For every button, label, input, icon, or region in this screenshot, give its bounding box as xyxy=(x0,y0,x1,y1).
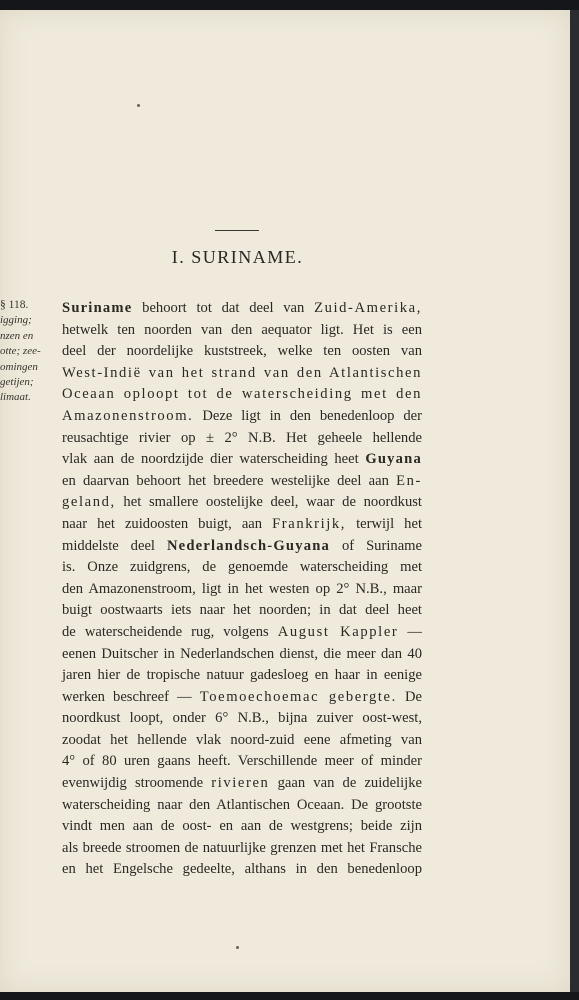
text-run: Zuid-Amerika, xyxy=(314,300,422,316)
text-run: noordkust loopt, onder 6° N.B., bijna zuiver oost-west, xyxy=(62,710,422,727)
margin-note-line: nzen en xyxy=(0,329,34,342)
text-run: Deze ligt in den benedenloop der xyxy=(193,407,422,424)
text-run: is. Onze zuidgrens, de genoemde waterscheiding met xyxy=(62,559,422,576)
text-run: Nederlandsch-Guyana xyxy=(166,537,331,554)
print-speck xyxy=(236,946,239,949)
text-run: en daarvan behoort het breedere westelijke deel aan xyxy=(62,472,397,489)
text-run: Oceaan oploopt tot de waterscheiding met den xyxy=(62,386,422,403)
text-line xyxy=(62,363,422,385)
text-run: 4° of 80 uren gaans heeft. Verschillende meer of minder xyxy=(62,753,422,770)
text-line xyxy=(62,449,422,471)
text-line xyxy=(62,751,422,773)
text-line xyxy=(62,687,422,709)
text-line xyxy=(62,622,422,644)
text-line xyxy=(62,536,422,558)
text-line xyxy=(62,514,422,536)
text-run: August Kappler xyxy=(277,623,399,640)
text-line xyxy=(62,320,422,342)
margin-note-line: limaat. xyxy=(0,391,31,404)
text-line xyxy=(62,384,422,406)
text-run: De xyxy=(396,688,422,705)
text-line xyxy=(62,816,422,838)
text-line xyxy=(62,773,422,795)
text-line xyxy=(62,644,422,666)
margin-note-line: igging; xyxy=(0,314,32,327)
body-paragraph xyxy=(62,298,422,881)
text-run: geland, xyxy=(62,494,116,511)
page-edge xyxy=(570,10,579,992)
text-run: Guyana xyxy=(365,451,422,468)
text-run: terwijl het xyxy=(346,515,422,532)
text-line xyxy=(62,579,422,601)
text-run: behoort tot dat deel van xyxy=(132,300,315,316)
text-run: En- xyxy=(396,472,422,489)
text-line xyxy=(62,838,422,860)
text-run: middelste deel xyxy=(62,537,167,554)
title-rule xyxy=(215,230,259,231)
text-run: de waterscheidende rug, volgens xyxy=(62,623,278,640)
text-run: eenen Duitscher in Nederlandschen dienst, die meer dan 40 xyxy=(62,645,422,662)
text-line xyxy=(62,600,422,622)
text-run: vindt men aan de oost- en aan de westgrens; beide zijn xyxy=(62,818,422,835)
text-run: Toemoechoemac gebergte. xyxy=(199,688,397,705)
text-line xyxy=(62,859,422,881)
text-line xyxy=(62,665,422,687)
text-run: het smallere oostelijke deel, waar de noordkust xyxy=(115,494,422,511)
text-run: Suriname xyxy=(62,300,133,316)
text-line xyxy=(62,730,422,752)
margin-note-line: § 118. xyxy=(0,299,29,311)
text-line xyxy=(62,471,422,493)
text-line xyxy=(62,795,422,817)
text-run: evenwijdig stroomende xyxy=(62,775,212,792)
margin-note-line: omingen xyxy=(0,360,38,373)
text-run: Frankrijk, xyxy=(272,515,347,532)
text-run: West-Indië van het strand van den Atlantischen xyxy=(62,364,422,381)
text-run: den Amazonenstroom, ligt in het westen op 2° N.B., maar xyxy=(62,580,422,597)
text-line xyxy=(62,406,422,428)
text-run: rivieren xyxy=(211,775,270,792)
text-run: naar het zuidoosten buigt, aan xyxy=(62,515,273,532)
text-run: als breede stroomen de natuurlijke grenzen met het Fransche xyxy=(62,839,422,856)
margin-note-line: otte; zee- xyxy=(0,345,41,358)
print-speck xyxy=(137,104,140,107)
text-run: buigt oostwaarts iets naar het noorden; in dat deel heet xyxy=(62,602,422,619)
text-line xyxy=(62,708,422,730)
text-run: — xyxy=(398,623,423,640)
text-run: Amazonenstroom. xyxy=(62,407,194,424)
text-run: vlak aan de noordzijde dier waterscheiding heet xyxy=(62,451,366,468)
text-line xyxy=(62,428,422,450)
text-line xyxy=(62,298,422,320)
margin-note-line: getijen; xyxy=(0,376,34,389)
text-run: waterscheiding naar den Atlantischen Oceaan. De grootste xyxy=(62,796,422,813)
text-run: werken beschreef — xyxy=(62,688,200,705)
text-run: jaren hier de tropische natuur gadesloeg en haar in eenige xyxy=(62,667,422,684)
text-line xyxy=(62,341,422,363)
text-line xyxy=(62,557,422,579)
text-run: gaan van de zuidelijke xyxy=(269,775,422,792)
chapter-title-text: I. SURINAME. xyxy=(171,247,304,267)
chapter-title xyxy=(0,247,475,268)
margin-notes xyxy=(0,298,48,406)
text-run: zoodat het hellende vlak noord-zuid eene afmeting van xyxy=(62,731,422,748)
text-run: reusachtige rivier op ± 2° N.B. Het geheele hellende xyxy=(62,429,422,446)
text-run: deel der noordelijke kuststreek, welke ten oosten van xyxy=(62,343,422,360)
text-line xyxy=(62,492,422,514)
text-run: hetwelk ten noorden van den aequator ligt. Het is een xyxy=(62,321,422,338)
text-run: en het Engelsche gedeelte, althans in den benedenloop xyxy=(62,861,422,878)
text-run: of Suriname xyxy=(330,537,422,554)
